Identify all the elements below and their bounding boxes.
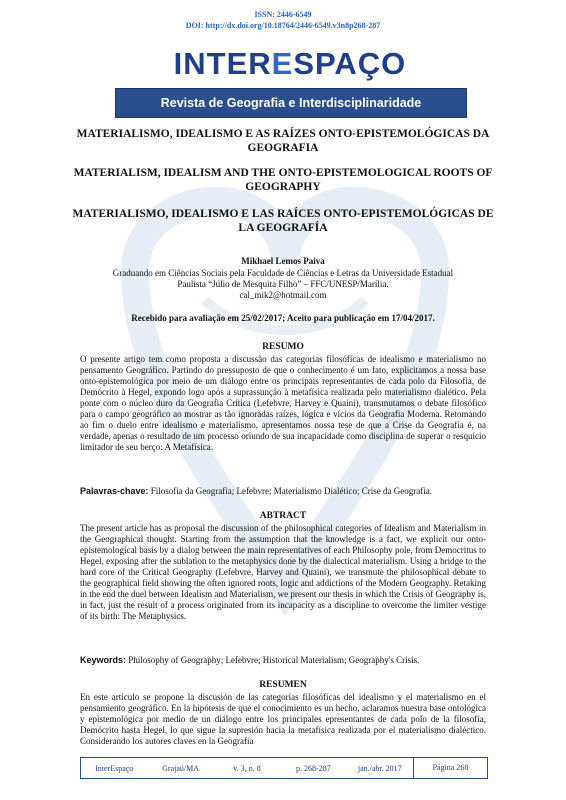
- resumo-text: O presente artigo tem como proposta a discussão das categorias filosóficas de idealismo e materialismo no pensamento Geográfico. Partindo do pressuposto de que o conhecimento é um fato, explicitamos a nossa base onto-epistemológica por meio de um diálogo entre os principais representantes de cada polo da Filosofia, de Demócrito à Hegel, expondo logo após a suprassunção à metafísica realizada pelo materialismo dialético. Pela ponte com o núcleo duro da Geografia Crítica (Lefebvre, Harvey e Quaini), transmutamos o debate filosófico para o campo geográfico ao mostrar as tão ignoradas raízes, lógica e vícios da Geografia Moderna. Retomando ao fim o duelo entre idealismo e materialismo, apresentamos nossa tese de que a Crise da Geografia é, na verdade, apenas o resultado de um processo oriundo de sua incapacidade como disciplina de superar o resquício limitador de seu berço: A Metafísica.: [80, 354, 486, 452]
- brand-e: E: [271, 46, 294, 81]
- footer-pages: p. 268-287: [296, 763, 331, 773]
- title-pt: MATERIALISMO, IDEALISMO E AS RAÍZES ONTO-EPISTEMOLÓGICAS DA GEOGRAFIA: [76, 128, 490, 154]
- author-email[interactable]: cal_mik2@hotmail.com: [239, 290, 327, 300]
- author-affiliation-line-1: Graduando em Ciências Sociais pela Faculdade de Ciências e Letras da Universidade Estadual: [112, 268, 454, 278]
- journal-subtitle-bar: [115, 88, 467, 118]
- abstract-text: The present article has as proposal the discussion of the philosophical categories of Idealism and Materialism in the Geographical thought. Starting from the assumption that the knowledge is a fact, we explicit our onto-epistemological basis by a dialog between the main representatives of each Philosophy pole, from Democritus to Hegel, exposing after the sublation to the metaphysics done by the dialectical materialism. Using a bridge to the hard core of the Critical Geography (Lefebvre, Harvey and Quaini), we transmute the philosophical debate to the geographical field showing the often ignored roots, logic and addictions of the Modern Geography. Retaking in the end the duel between Idealism and Materialism, we present our thesis in which the Crisis of Geography is, in fact, just the result of a process originated from its incapacity as a discipline to overcome the limiter vestige of its birth: The Metaphysics.: [80, 523, 486, 621]
- author-name: Mikhael Lemos Paiva: [241, 256, 325, 266]
- author-affiliation-line-2: Paulista “Júlio de Mesquita Filho” – FFC/UNESP/Marília.: [177, 279, 389, 289]
- brand-left: INTER: [173, 46, 272, 81]
- resumen-text: En este artículo se propone la discusión de las categorías filosóficas del idealismo y el materialismo en el pensamiento geográfico. En la hipótesis de que el conocimiento es un hecho, aclaramos nuestra base ontológica y epistemológica por medio de un diálogo entre los principales epresentantes de cada polo de la filosofía, Demócrito hasta Hegel, lo que sigue la supresión hacia la metafísica realizada por el materialismo dialéctico. Considerando los autores claves en la Geografía: [80, 692, 486, 746]
- received-date: Recebido para avaliação em 25/02/2017; Aceito para publicação em 17/04/2017.: [131, 313, 435, 323]
- abstract-heading: ABTRACT: [259, 511, 307, 521]
- title-es: MATERIALISMO, IDEALISMO E LAS RAÍCES ONTO-EPISTEMOLÓGICAS DE LA GEOGRAFÍA: [72, 208, 494, 234]
- keywords: [80, 655, 486, 666]
- footer-date: jan./abr. 2017: [357, 763, 402, 773]
- journal-subtitle: Revista de Geografia e Interdisciplinaridade: [160, 96, 422, 110]
- resumo-heading: RESUMO: [262, 342, 304, 352]
- issn: ISSN: 2446-6549: [254, 10, 312, 19]
- footer-place: Grajaú/MA: [162, 763, 200, 773]
- keywords-text: Philosophy of Geography; Lefebvre; Historical Materialism; Geography's Crisis.: [128, 655, 420, 665]
- title-en: MATERIALISM, IDEALISM AND THE ONTO-EPISTEMOLOGICAL ROOTS OF GEOGRAPHY: [73, 167, 493, 193]
- journal-logo: [115, 44, 465, 84]
- brand-right: SPAÇO: [293, 46, 407, 81]
- page-footer: [80, 757, 488, 779]
- resumen-heading: RESUMEN: [259, 680, 307, 690]
- palavras-chave-label: Palavras-chave:: [80, 486, 149, 496]
- footer-page-number: Página 268: [413, 758, 487, 778]
- footer-volume: v. 3, n. 8: [233, 763, 261, 773]
- footer-journal: InterEspaço: [95, 763, 134, 773]
- keywords-label: Keywords:: [80, 655, 127, 665]
- doi-link[interactable]: DOI: http://dx.doi.org/10.18764/2446-6549.v3n8p268-287: [185, 21, 381, 30]
- palavras-chave-text: Filosofia da Geografia; Lefebvre; Materialismo Dialético; Crise da Geografia.: [150, 486, 432, 496]
- palavras-chave: [80, 486, 486, 497]
